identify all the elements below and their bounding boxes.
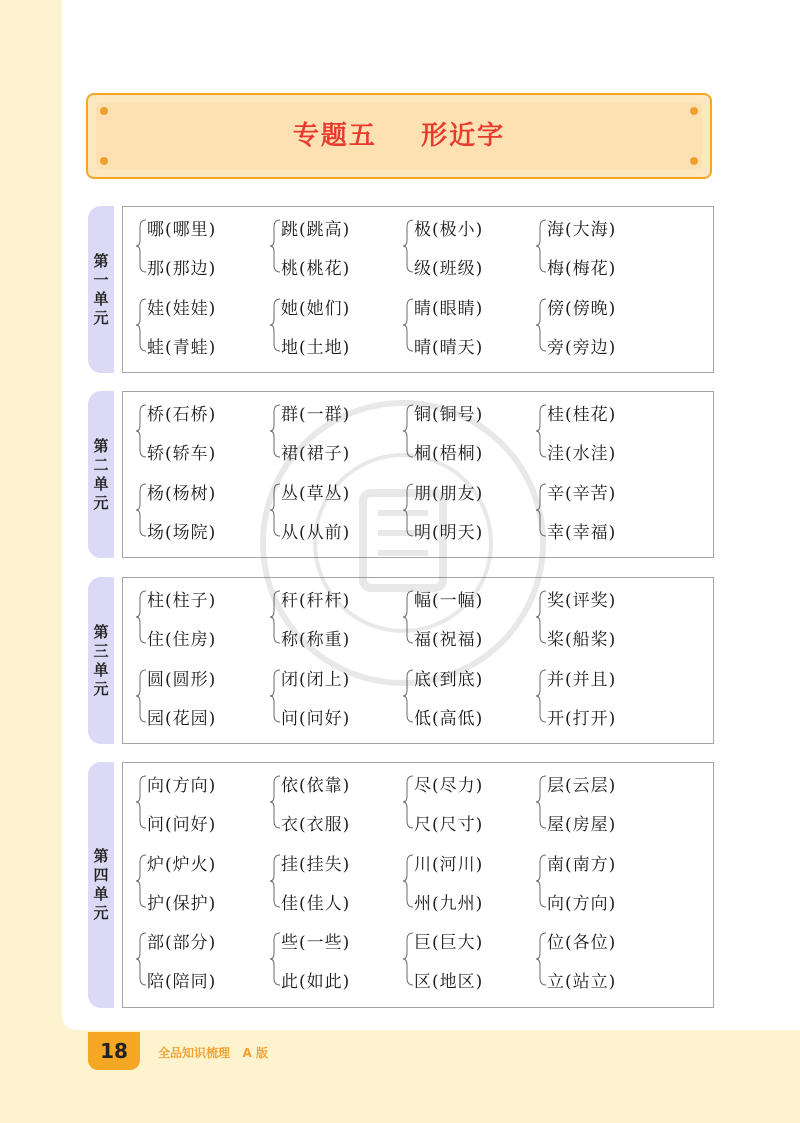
word-pair [269, 584, 389, 650]
word-item: 尺(尺寸) [414, 815, 484, 835]
word-item: 屋(房屋) [547, 815, 617, 835]
word-item: 那(那边) [147, 259, 217, 279]
word-item: 蛙(青蛙) [147, 337, 217, 358]
word-pair [135, 292, 255, 358]
word-pair [269, 398, 389, 464]
word-item: 从(从前) [281, 522, 351, 543]
word-item: 闭(闭上) [281, 669, 351, 690]
brace-icon [135, 298, 147, 352]
brace-icon [269, 590, 281, 644]
word-item: 桨(船桨) [547, 630, 617, 650]
word-item: 秆(秆杆) [281, 591, 351, 611]
word-item: 低(高低) [414, 708, 484, 729]
brace-icon [535, 854, 547, 908]
word-item: 裙(裙子) [281, 444, 351, 464]
word-item: 洼(水洼) [547, 444, 617, 464]
word-item: 铜(铜号) [414, 405, 484, 425]
word-item: 称(称重) [281, 630, 351, 650]
brace-icon [269, 775, 281, 829]
word-pair [535, 213, 655, 279]
word-item: 轿(轿车) [147, 444, 217, 464]
word-item: 立(站立) [547, 972, 617, 992]
title-banner [86, 93, 712, 179]
word-pair [402, 213, 522, 279]
brace-icon [535, 298, 547, 352]
word-item: 衣(衣服) [281, 815, 351, 835]
brace-icon [402, 775, 414, 829]
word-item: 娃(娃娃) [147, 298, 217, 319]
word-item: 川(河川) [414, 854, 484, 875]
word-item: 向(方向) [147, 776, 217, 796]
brace-icon [535, 669, 547, 723]
brace-icon [402, 298, 414, 352]
brace-icon [535, 404, 547, 458]
word-item: 明(明天) [414, 522, 484, 543]
word-item: 护(保护) [147, 893, 217, 914]
brace-icon [402, 854, 414, 908]
word-item: 群(一群) [281, 405, 351, 425]
word-item: 场(场院) [147, 522, 217, 543]
word-item: 地(土地) [281, 337, 351, 358]
brace-icon [535, 932, 547, 986]
word-pair [135, 584, 255, 650]
word-pair [269, 292, 389, 358]
word-item: 旁(旁边) [547, 337, 617, 358]
word-item: 幸(幸福) [547, 522, 617, 543]
brace-icon [269, 669, 281, 723]
word-pair [269, 848, 389, 914]
unit-tab [88, 391, 114, 558]
word-pair [535, 769, 655, 835]
word-item: 挂(挂失) [281, 854, 351, 875]
brace-icon [535, 483, 547, 537]
brace-icon [135, 775, 147, 829]
page-number-badge [88, 1032, 140, 1070]
brace-icon [135, 483, 147, 537]
word-pair [535, 477, 655, 543]
brace-icon [535, 219, 547, 273]
word-item: 园(花园) [147, 708, 217, 729]
unit-word-table [122, 762, 714, 1008]
brace-icon [135, 854, 147, 908]
word-pair [269, 926, 389, 992]
word-item: 晴(晴天) [414, 337, 484, 358]
word-item: 州(九州) [414, 893, 484, 914]
word-item: 问(问好) [281, 708, 351, 729]
word-pair [135, 213, 255, 279]
word-pair [402, 292, 522, 358]
word-item: 海(大海) [547, 220, 617, 240]
word-pair [535, 292, 655, 358]
word-item: 部(部分) [147, 933, 217, 953]
word-pair [402, 398, 522, 464]
word-item: 辛(辛苦) [547, 483, 617, 504]
word-item: 桥(石桥) [147, 405, 217, 425]
word-pair [135, 848, 255, 914]
brace-icon [135, 669, 147, 723]
unit-tab [88, 206, 114, 373]
word-item: 梅(梅花) [547, 259, 617, 279]
word-pair [135, 477, 255, 543]
word-pair [535, 663, 655, 729]
word-pair [535, 848, 655, 914]
word-item: 幅(一幅) [414, 591, 484, 611]
word-item: 层(云层) [547, 776, 617, 796]
word-pair [402, 477, 522, 543]
brace-icon [269, 404, 281, 458]
word-item: 佳(佳人) [281, 893, 351, 914]
word-item: 圆(圆形) [147, 669, 217, 690]
word-pair [135, 398, 255, 464]
brace-icon [402, 669, 414, 723]
footer-book-title: 全品知识梳理 A 版 [158, 1046, 268, 1060]
word-item: 柱(柱子) [147, 591, 217, 611]
word-pair [269, 663, 389, 729]
word-item: 桐(梧桐) [414, 444, 484, 464]
word-pair [402, 584, 522, 650]
unit-label: 第一单元 [93, 251, 109, 327]
word-item: 丛(草丛) [281, 483, 351, 504]
word-item: 位(各位) [547, 933, 617, 953]
corner-dot [100, 107, 108, 115]
word-pair [402, 769, 522, 835]
word-pair [269, 477, 389, 543]
brace-icon [402, 932, 414, 986]
word-item: 炉(炉火) [147, 854, 217, 875]
word-item: 并(并且) [547, 669, 617, 690]
word-pair [269, 769, 389, 835]
brace-icon [535, 590, 547, 644]
brace-icon [269, 854, 281, 908]
word-item: 问(问好) [147, 815, 217, 835]
word-item: 底(到底) [414, 669, 484, 690]
brace-icon [269, 483, 281, 537]
word-pair [535, 584, 655, 650]
word-item: 她(她们) [281, 298, 351, 319]
word-pair [402, 663, 522, 729]
unit-label: 第三单元 [93, 622, 109, 698]
word-item: 此(如此) [281, 972, 351, 992]
brace-icon [269, 219, 281, 273]
brace-icon [135, 590, 147, 644]
word-item: 杨(杨树) [147, 483, 217, 504]
word-pair [135, 663, 255, 729]
word-item: 傍(傍晚) [547, 298, 617, 319]
word-item: 朋(朋友) [414, 483, 484, 504]
brace-icon [402, 483, 414, 537]
word-pair [135, 769, 255, 835]
word-pair [535, 398, 655, 464]
word-item: 桃(桃花) [281, 259, 351, 279]
unit-label: 第二单元 [93, 436, 109, 512]
word-item: 巨(巨大) [414, 933, 484, 953]
word-pair [402, 848, 522, 914]
word-item: 尽(尽力) [414, 776, 484, 796]
word-pair [135, 926, 255, 992]
word-item: 向(方向) [547, 893, 617, 914]
word-pair [402, 926, 522, 992]
page-number: 18 [100, 1039, 128, 1063]
word-item: 极(极小) [414, 220, 484, 240]
word-item: 区(地区) [414, 972, 484, 992]
word-item: 陪(陪同) [147, 972, 217, 992]
corner-dot [100, 157, 108, 165]
unit-tab [88, 577, 114, 744]
unit-tab [88, 762, 114, 1008]
word-item: 睛(眼睛) [414, 298, 484, 319]
word-pair [535, 926, 655, 992]
word-item: 住(住房) [147, 630, 217, 650]
corner-dot [690, 157, 698, 165]
brace-icon [269, 932, 281, 986]
unit-label: 第四单元 [93, 846, 109, 922]
brace-icon [402, 590, 414, 644]
word-item: 哪(哪里) [147, 220, 217, 240]
brace-icon [135, 932, 147, 986]
brace-icon [269, 298, 281, 352]
word-item: 依(依靠) [281, 776, 351, 796]
corner-dot [690, 107, 698, 115]
page-title: 专题五 形近字 [292, 121, 506, 151]
brace-icon [535, 775, 547, 829]
word-item: 跳(跳高) [281, 220, 351, 240]
word-item: 级(班级) [414, 259, 484, 279]
word-item: 桂(桂花) [547, 405, 617, 425]
unit-word-table [122, 391, 714, 558]
brace-icon [402, 404, 414, 458]
unit-word-table [122, 577, 714, 744]
word-item: 些(一些) [281, 933, 351, 953]
word-item: 南(南方) [547, 854, 617, 875]
word-item: 开(打开) [547, 708, 617, 729]
word-item: 奖(评奖) [547, 591, 617, 611]
brace-icon [135, 219, 147, 273]
word-pair [269, 213, 389, 279]
brace-icon [402, 219, 414, 273]
unit-word-table [122, 206, 714, 373]
brace-icon [135, 404, 147, 458]
word-item: 福(祝福) [414, 630, 484, 650]
